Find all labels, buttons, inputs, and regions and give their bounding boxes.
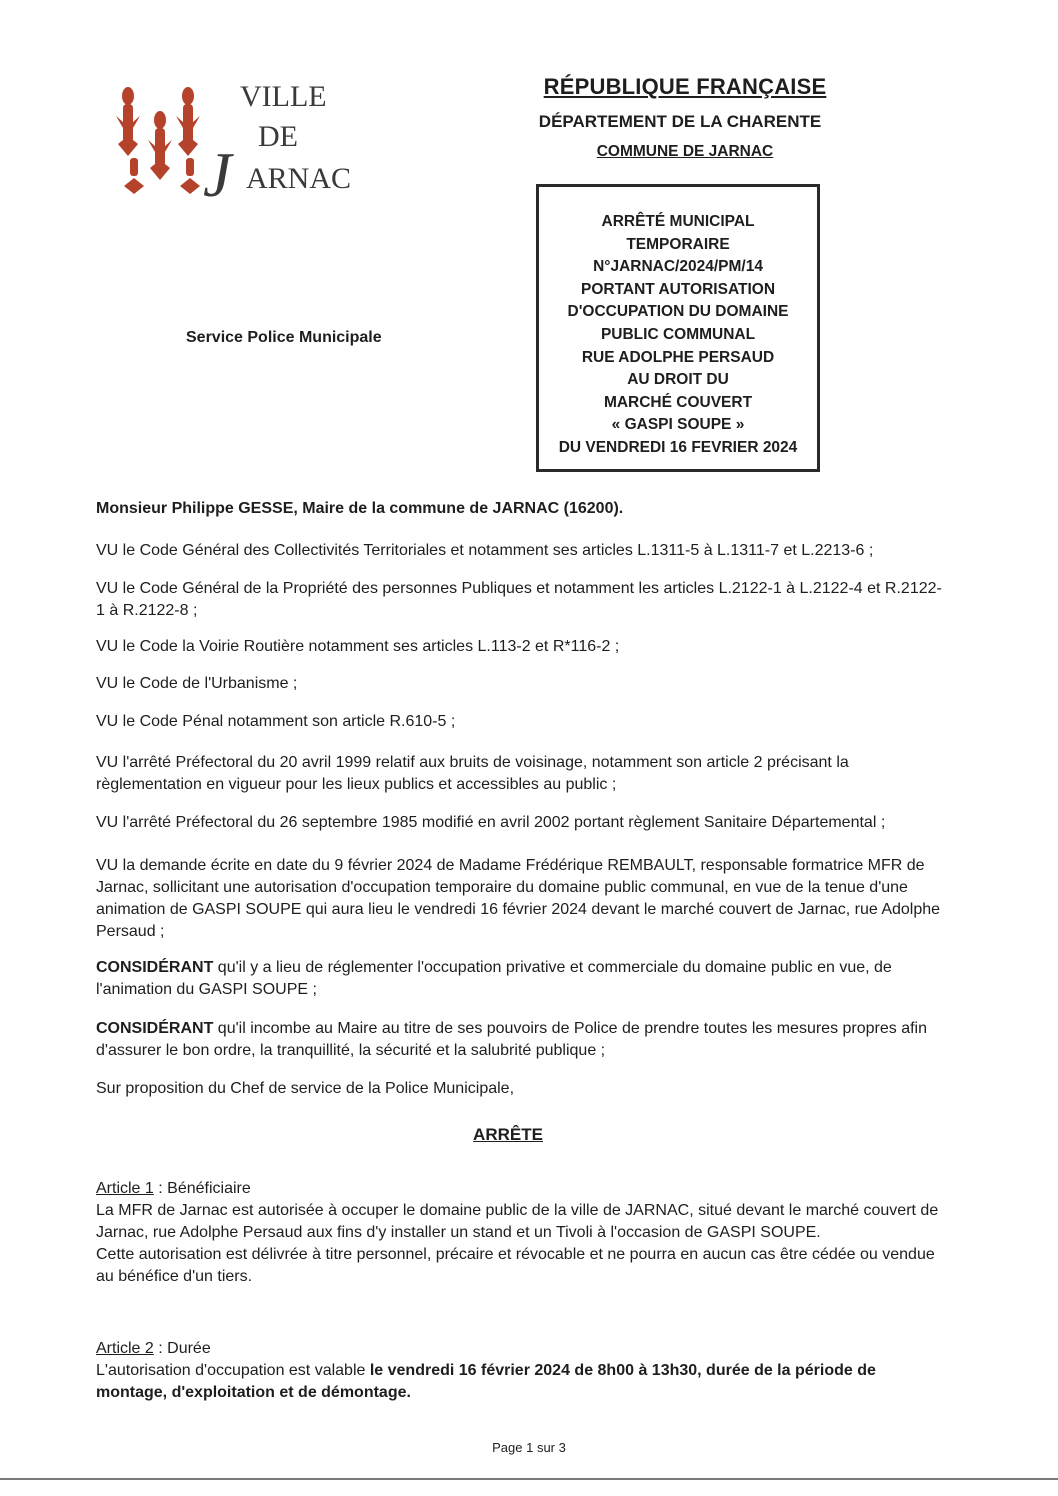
mayor-line: Monsieur Philippe GESSE, Maire de la commune de JARNAC (16200). [96, 500, 624, 517]
arrete-heading: ARRÊTE [473, 1125, 543, 1144]
article-2-body-bold: le vendredi 16 février 2024 de 8h00 à 13h30, durée de la période de montage, d'exploitation et de démontage. [96, 1362, 876, 1401]
article-2-label: Article 2 [96, 1340, 154, 1357]
considerant-paragraph [96, 1018, 946, 1062]
title-line: TEMPORAIRE [626, 235, 730, 253]
article-2-body-start: L'autorisation d'occupation est valable [96, 1362, 370, 1379]
article-2-sep: : [153, 1340, 168, 1357]
logo-de: DE [258, 120, 298, 153]
proposition-line: Sur proposition du Chef de service de la Police Municipale, [96, 1080, 515, 1097]
title-line: PUBLIC COMMUNAL [600, 325, 756, 343]
vu-paragraph: VU le Code Général de la Propriété des personnes Publiques et notamment les articles L.2122-1 à L.2122-4 et R.2122-1 à R.2122-8 ; [96, 580, 942, 619]
logo-ville: VILLE [240, 80, 327, 113]
jarnac-logo [108, 76, 378, 226]
title-line: MARCHÉ COUVERT [603, 393, 753, 411]
article-2-body [96, 1360, 946, 1404]
fish-emblem-icon [108, 76, 378, 226]
commune-heading: COMMUNE DE JARNAC [596, 143, 774, 160]
vu-paragraph: VU la demande écrite en date du 9 février 2024 de Madame Frédérique REMBAULT, responsable formatrice MFR de Jarnac, sollicitant une autorisation d'occupation temporaire du domaine public communal, en vue de la tenue d'une animation de GASPI SOUPE qui aura lieu le vendredi 16 février 2024 devant le marché couvert de Jarnac, rue Adolphe Persaud ; [96, 857, 941, 940]
vu-paragraph: VU le Code la Voirie Routière notamment ses articles L.113-2 et R*116-2 ; [96, 638, 620, 655]
logo-j: J [203, 139, 232, 210]
title-line: DU VENDREDI 16 FEVRIER 2024 [558, 438, 798, 456]
title-line: AU DROIT DU [627, 371, 729, 389]
considerant-paragraph [96, 957, 946, 1001]
article-2-title [96, 1338, 946, 1360]
considerant-keyword: CONSIDÉRANT [96, 1020, 214, 1037]
logo-arnac: ARNAC [246, 162, 352, 195]
title-line: « GASPI SOUPE » [611, 416, 745, 434]
decree-title-box [536, 184, 820, 472]
vu-paragraph: VU le Code Général des Collectivités Territoriales et notamment ses articles L.1311-5 à L.1311-7 et L.2213-6 ; [96, 542, 874, 559]
article-1 [96, 1178, 946, 1288]
article-1-name: Bénéficiaire [167, 1180, 251, 1197]
article-1-label: Article 1 [96, 1180, 154, 1197]
title-line: PORTANT AUTORISATION [580, 280, 776, 298]
considerant-text: qu'il incombe au Maire au titre de ses pouvoirs de Police de prendre toutes les mesures propres afin d'assurer le bon ordre, la tranquillité, la sécurité et la salubrité publique ; [96, 1020, 927, 1059]
service-label: Service Police Municipale [186, 329, 382, 346]
vu-paragraph: VU l'arrêté Préfectoral du 26 septembre 1985 modifié en avril 2002 portant règlement Sanitaire Départemental ; [96, 814, 886, 831]
republic-heading: RÉPUBLIQUE FRANÇAISE [543, 74, 827, 99]
title-line: ARRÊTÉ MUNICIPAL [601, 213, 755, 230]
vu-paragraph: VU le Code Pénal notamment son article R.610-5 ; [96, 713, 456, 730]
title-line: D'OCCUPATION DU DOMAINE [567, 303, 789, 321]
article-1-title [96, 1178, 946, 1200]
article-1-body-2: Cette autorisation est délivrée à titre personnel, précaire et révocable et ne pourra en aucun cas être cédée ou vendue au bénéfice d'un tiers. [96, 1246, 935, 1285]
title-line: N°JARNAC/2024/PM/14 [593, 258, 763, 276]
department-heading: DÉPARTEMENT DE LA CHARENTE [538, 112, 822, 131]
considerant-keyword: CONSIDÉRANT [96, 959, 214, 976]
bottom-rule [0, 1478, 1058, 1480]
title-line: RUE ADOLPHE PERSAUD [581, 348, 775, 366]
article-2-name: Durée [167, 1340, 211, 1357]
vu-paragraph: VU l'arrêté Préfectoral du 20 avril 1999 relatif aux bruits de voisinage, notamment son article 2 précisant la règlementation en vigueur pour les lieux publics et accessibles au public ; [96, 754, 849, 793]
considerant-text: qu'il y a lieu de réglementer l'occupation privative et commerciale du domaine public en vue, de l'animation du GASPI SOUPE ; [96, 959, 892, 998]
vu-paragraph: VU le Code de l'Urbanisme ; [96, 675, 298, 692]
article-1-sep: : [153, 1180, 168, 1197]
article-1-body: La MFR de Jarnac est autorisée à occuper le domaine public de la ville de JARNAC, situé devant le marché couvert de Jarnac, rue Adolphe Persaud aux fins d'y installer un stand et un Tivoli à l'occasion de GASPI SOUPE. [96, 1202, 939, 1241]
article-2 [96, 1338, 946, 1404]
page-number: Page 1 sur 3 [492, 1440, 566, 1455]
